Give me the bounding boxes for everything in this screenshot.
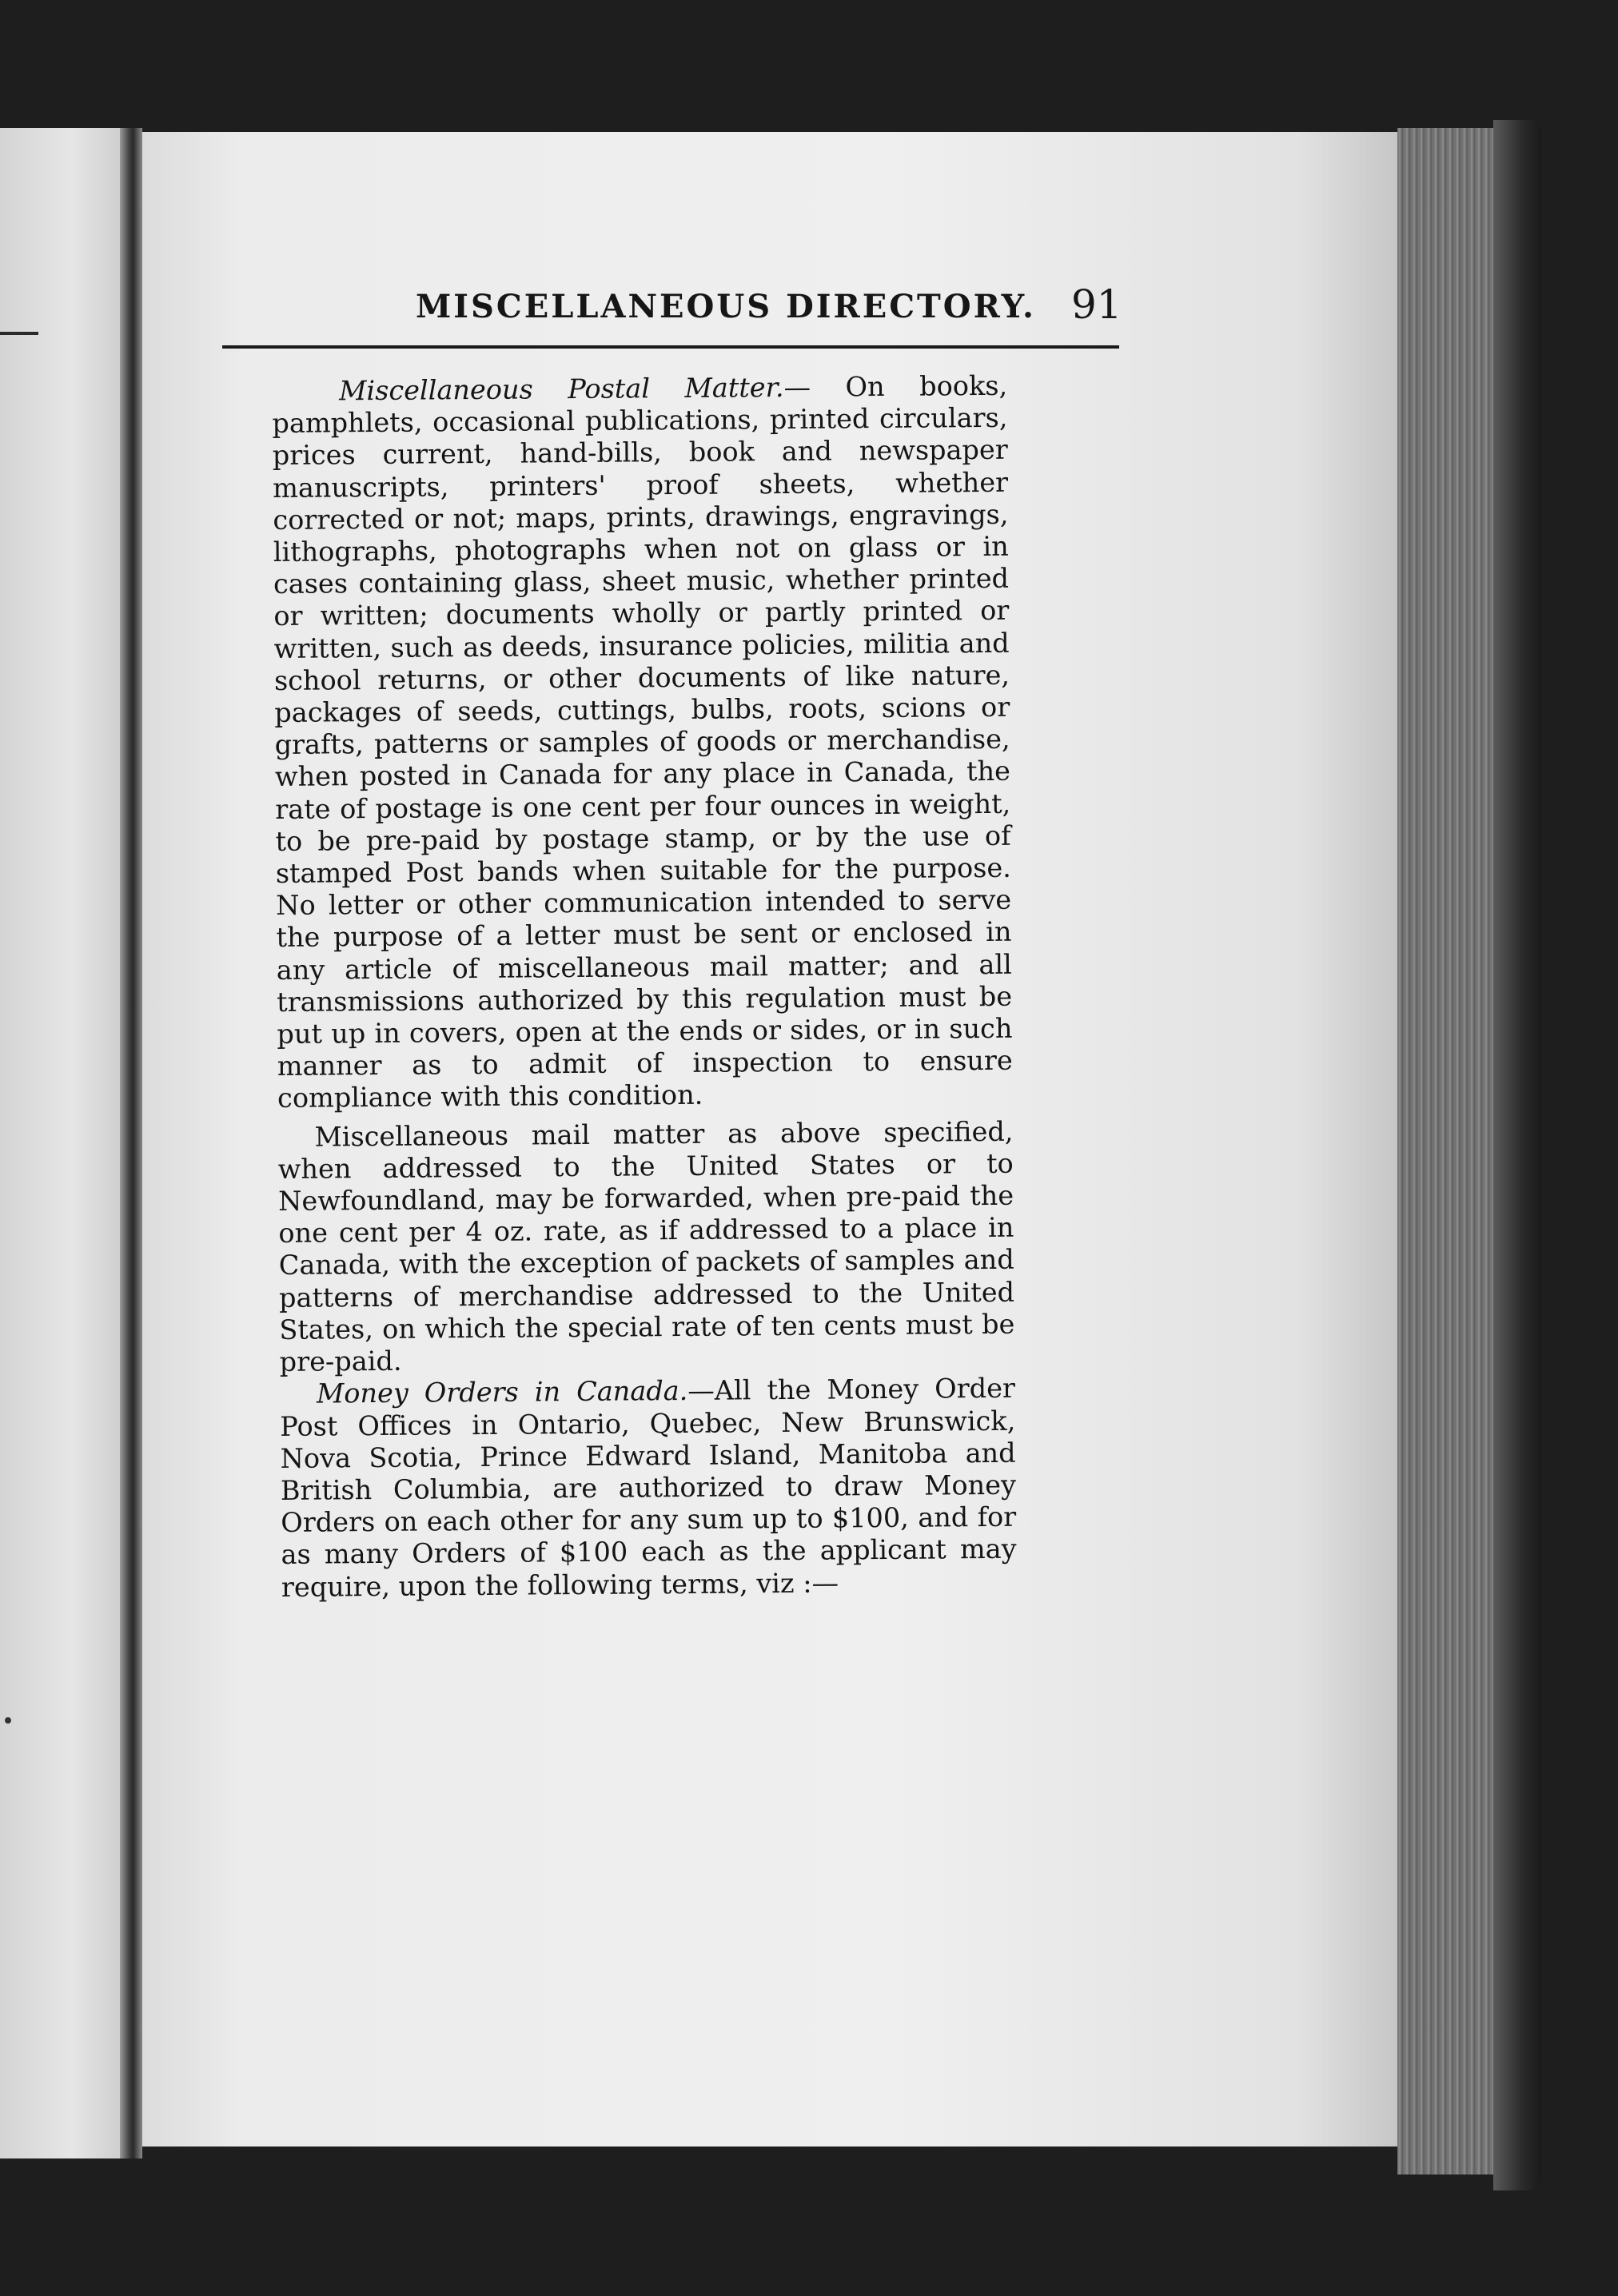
paragraph-lead: Money Orders in Canada.	[316, 1375, 688, 1409]
running-title: MISCELLANEOUS DIRECTORY.	[416, 288, 1036, 325]
page-body	[272, 370, 1017, 1604]
paragraph-money-orders-in-canada	[280, 1373, 1017, 1604]
page-fore-edge	[1397, 128, 1493, 2174]
book-cover-edge	[1493, 120, 1541, 2190]
book-gutter	[120, 128, 142, 2158]
left-page-edge	[0, 128, 120, 2158]
page-number: 91	[1071, 281, 1122, 328]
header-rule	[222, 345, 1119, 349]
left-page-rule	[0, 332, 38, 335]
paragraph-miscellaneous-postal-matter	[272, 370, 1013, 1115]
left-page-mark	[5, 1717, 11, 1724]
paragraph-text: —All the Money Order Post Offices in Ontario, Quebec, New Brunswick, Nova Scotia, Prince Edward Island, Manitoba and British Columbia, are authorized to draw Money Orders on each other for any sum up to $100, and for as many Orders of $100 each as the applicant may require, upon the following terms, viz :—	[280, 1373, 1017, 1603]
paragraph-mail-matter-united-states	[277, 1115, 1014, 1378]
paragraph-lead: Miscellaneous Postal Matter.	[338, 371, 784, 407]
paragraph-text: Miscellaneous mail matter as above specified, when addressed to the United States or to Newfoundland, may be forwarded, when pre-paid the one cent per 4 oz. rate, as if addressed to a place in Canada, with the exception of packets of samples and patterns of merchandise addressed to the United States, on which the special rate of ten cents must be pre-paid.	[277, 1115, 1015, 1378]
paragraph-text: — On books, pamphlets, occasional publications, printed circulars, prices current, hand-bills, book and newspaper manuscripts, printers' proof sheets, whether corrected or not; maps, prints, drawings, engravings, lithographs, photographs when not on glass or in cases containing glass, sheet music, whether printed or written; documents wholly or partly printed or written, such as deeds, insurance policies, militia and school returns, or other documents of like nature, packages of seeds, cuttings, bulbs, roots, scions or grafts, patterns or samples of goods or merchandise, when posted in Canada for any place in Canada, the rate of postage is one cent per four ounces in weight, to be pre-paid by postage stamp, or by the use of stamped Post bands when suitable for the purpose. No letter or other communication intended to serve the purpose of a letter must be sent or enclosed in any article of miscellaneous mail matter; and all transmissions authorized by this regulation must be put up in covers, open at the ends or sides, or in such manner as to admit of inspection to ensure compliance with this condition.	[272, 369, 1013, 1114]
